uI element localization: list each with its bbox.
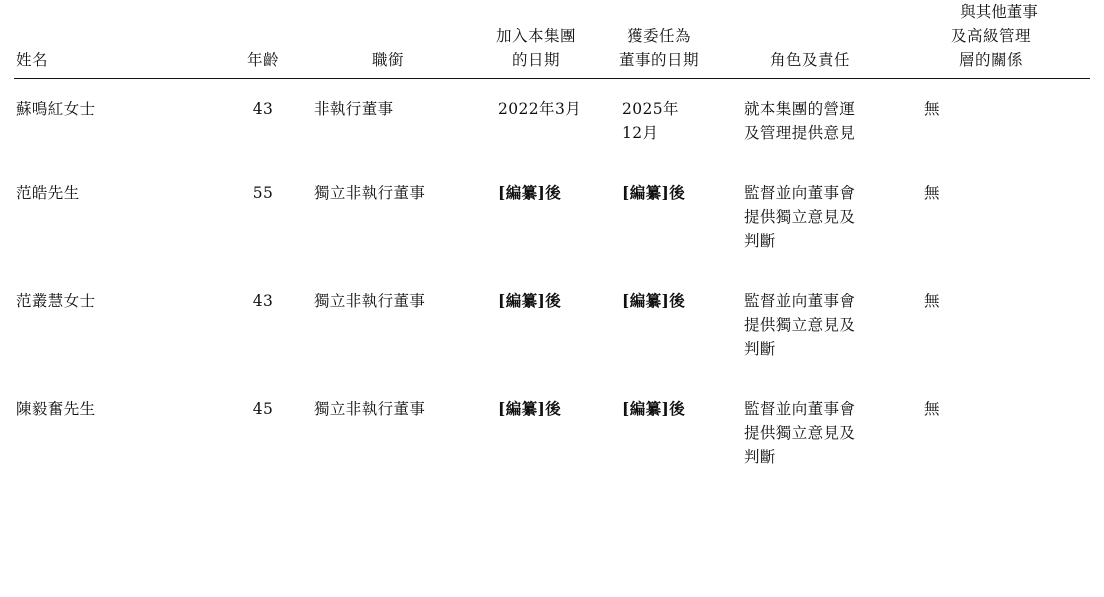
header-position xyxy=(304,24,482,79)
header-relationship-line3: 層的關係 xyxy=(958,51,1023,70)
table-row xyxy=(14,271,1090,379)
cell-age: 55 xyxy=(252,184,274,203)
cell-role-duty-line1: 監督並向董事會 xyxy=(744,184,856,203)
cell-position: 獨立非執行董事 xyxy=(314,400,426,419)
header-relationship-line2: 及高級管理 xyxy=(950,27,1031,46)
cell-name: 蘇鳴紅女士 xyxy=(16,100,96,119)
header-join-date-line1: 加入本集團 xyxy=(495,27,576,46)
cell-role-duty-line1: 就本集團的營運 xyxy=(744,100,856,119)
cell-appointment-date xyxy=(606,163,728,271)
header-name xyxy=(14,24,232,79)
cell-relationship: 無 xyxy=(924,292,940,311)
relationship-header-line1: 與其他董事 xyxy=(960,3,1038,21)
cell-join-date-line1: [編纂]後 xyxy=(498,399,562,419)
cell-position: 獨立非執行董事 xyxy=(314,184,426,203)
cell-relationship: 無 xyxy=(924,100,940,119)
table-row xyxy=(14,379,1090,487)
cell-role-duty xyxy=(728,379,908,487)
cell-role-duty-line1: 監督並向董事會 xyxy=(744,292,856,311)
header-role-duty xyxy=(728,24,908,79)
cell-role-duty-line3: 判斷 xyxy=(744,232,776,251)
cell-role-duty-line2: 提供獨立意見及 xyxy=(744,208,856,227)
cell-join-date xyxy=(482,79,606,164)
cell-name: 陳毅奮先生 xyxy=(16,400,96,419)
cell-name: 范皓先生 xyxy=(16,184,80,203)
header-spacer-cell xyxy=(14,0,908,24)
cell-appointment-date xyxy=(606,379,728,487)
table-header xyxy=(14,0,1090,79)
header-age xyxy=(232,24,304,79)
cell-position: 非執行董事 xyxy=(314,100,394,119)
table-row xyxy=(14,163,1090,271)
directors-table xyxy=(14,0,1090,487)
cell-join-date-line1: 2022年3月 xyxy=(498,100,582,119)
table-row xyxy=(14,79,1090,164)
cell-appointment-date-line1: [編纂]後 xyxy=(622,399,686,419)
header-join-date-line2: 的日期 xyxy=(511,51,560,70)
cell-appointment-date-line1: 2025年 xyxy=(622,100,679,119)
cell-join-date xyxy=(482,163,606,271)
cell-role-duty xyxy=(728,79,908,164)
header-relationship xyxy=(908,24,1090,79)
cell-name: 范叢慧女士 xyxy=(16,292,96,311)
cell-join-date xyxy=(482,271,606,379)
header-age-text: 年齡 xyxy=(246,51,279,70)
cell-role-duty-line1: 監督並向董事會 xyxy=(744,400,856,419)
cell-appointment-date-line2: 12月 xyxy=(622,124,659,143)
cell-age: 45 xyxy=(252,400,274,419)
header-join-date xyxy=(482,24,606,79)
cell-appointment-date-line1: [編纂]後 xyxy=(622,183,686,203)
cell-age: 43 xyxy=(252,292,274,311)
table-body xyxy=(14,79,1090,488)
cell-appointment-date xyxy=(606,271,728,379)
header-row xyxy=(14,24,1090,79)
cell-role-duty-line2: 提供獨立意見及 xyxy=(744,424,856,443)
cell-role-duty xyxy=(728,271,908,379)
cell-join-date-line1: [編纂]後 xyxy=(498,183,562,203)
header-position-text: 職銜 xyxy=(371,51,404,70)
header-appointment-date xyxy=(606,24,728,79)
cell-role-duty-line3: 判斷 xyxy=(744,448,776,467)
header-role-duty-text: 角色及責任 xyxy=(769,51,850,70)
relationship-header-line1-cell xyxy=(908,0,1090,24)
cell-relationship: 無 xyxy=(924,400,940,419)
cell-appointment-date-line1: [編纂]後 xyxy=(622,291,686,311)
cell-role-duty-line2: 及管理提供意見 xyxy=(744,124,856,143)
cell-appointment-date xyxy=(606,79,728,164)
cell-position: 獨立非執行董事 xyxy=(314,292,426,311)
cell-role-duty-line2: 提供獨立意見及 xyxy=(744,316,856,335)
cell-age: 43 xyxy=(252,100,274,119)
cell-relationship: 無 xyxy=(924,184,940,203)
cell-role-duty-line3: 判斷 xyxy=(744,340,776,359)
header-name-text: 姓名 xyxy=(16,51,49,70)
header-spacer-row xyxy=(14,0,1090,24)
cell-join-date xyxy=(482,379,606,487)
cell-role-duty xyxy=(728,163,908,271)
header-appointment-date-line2: 董事的日期 xyxy=(618,51,699,70)
cell-join-date-line1: [編纂]後 xyxy=(498,291,562,311)
header-appointment-date-line1: 獲委任為 xyxy=(626,27,691,46)
